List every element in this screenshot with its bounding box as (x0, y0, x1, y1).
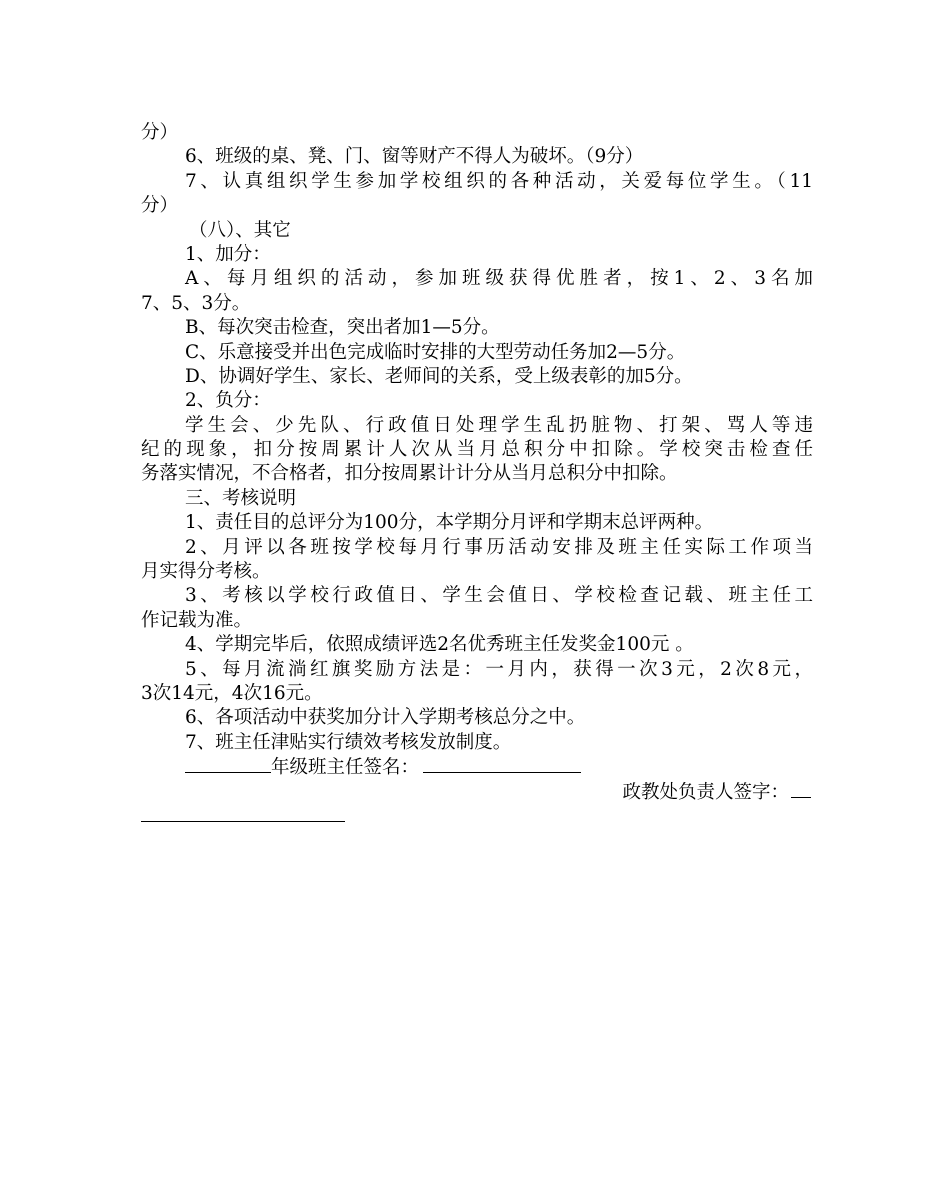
text-line: 务落实情况，不合格者，扣分按周累计计分从当月总积分中扣除。 (141, 463, 678, 485)
text-line: 3次14元，4次16元。 (141, 682, 323, 704)
text-line: 7、认真组织学生参加学校组织的各种活动，关爱每位学生。（11 (185, 170, 813, 192)
office-signature-blank-end[interactable] (141, 804, 345, 822)
text-line: D、协调好学生、家长、老师间的关系，受上级表彰的加5分。 (185, 365, 693, 387)
text-line: 分） (141, 122, 179, 143)
text-line: 7、5、3分。 (141, 292, 251, 314)
text-line: 7、班主任津贴实行绩效考核发放制度。 (185, 731, 512, 753)
office-signature-label: 政教处负责人签字： (622, 781, 789, 803)
text-line: 1、加分： (185, 243, 271, 265)
text-line: 6、各项活动中获奖加分计入学期考核总分之中。 (185, 707, 586, 729)
office-signature-continuation (141, 804, 813, 828)
text-line: 4、学期完毕后，依照成绩评选2名优秀班主任发奖金100元 。 (185, 634, 694, 656)
text-line: 学生会、少先队、行政值日处理学生乱扔脏物、打架、骂人等违 (185, 414, 813, 436)
section-heading: 三、考核说明 (185, 487, 297, 509)
grade-teacher-signature-line (141, 755, 813, 779)
office-signature-line (141, 780, 813, 804)
text-line: 1、责任目的总评分为100分，本学期分月评和学期末总评两种。 (185, 512, 714, 534)
grade-blank[interactable] (185, 755, 271, 773)
text-line: 纪的现象，扣分按周累计人次从当月总积分中扣除。学校突击检查任 (141, 439, 813, 461)
office-signature-blank-start[interactable] (791, 780, 811, 798)
text-line: 5、每月流淌红旗奖励方法是：一月内，获得一次3元，2次8元， (185, 658, 813, 680)
text-line: C、乐意接受并出色完成临时安排的大型劳动任务加2—5分。 (185, 341, 686, 363)
text-line: 月实得分考核。 (141, 561, 271, 583)
text-line: 作记载为准。 (141, 609, 253, 631)
grade-signature-blank[interactable] (423, 755, 581, 773)
text-line: 3、考核以学校行政值日、学生会值日、学校检查记载、班主任工 (185, 585, 813, 607)
text-line: A、每月组织的活动，参加班级获得优胜者，按1、2、3名加 (185, 268, 813, 290)
section-heading: （八）、其它 (189, 219, 291, 241)
text-line: 分） (141, 195, 179, 217)
text-line: 2、月评以各班按学校每月行事历活动安排及班主任实际工作项当 (185, 536, 813, 558)
text-line: 2、负分： (185, 390, 271, 412)
text-line: B、每次突击检查，突出者加1—5分。 (185, 317, 500, 339)
text-line: 6、班级的桌、凳、门、窗等财产不得人为破坏。（9分） (185, 146, 644, 168)
grade-signature-label: 年级班主任签名： (271, 757, 420, 779)
document-body (141, 121, 813, 828)
